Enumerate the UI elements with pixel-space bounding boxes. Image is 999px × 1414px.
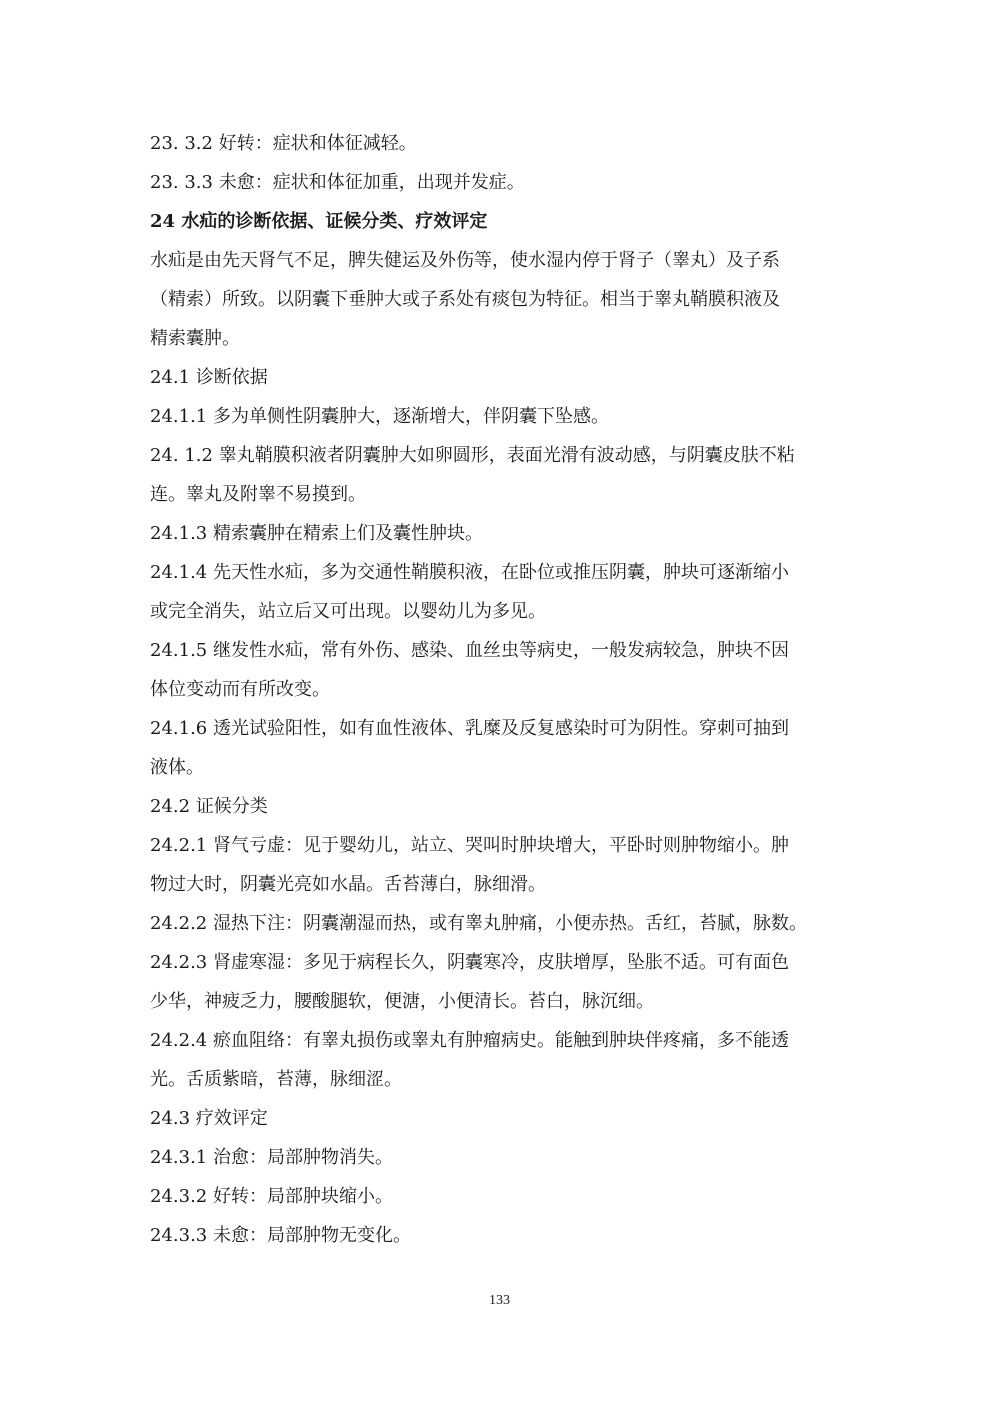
text-line: 24.1.1 多为单侧性阴囊肿大，逐渐增大，伴阴囊下坠感。 [150,406,609,427]
subsection-heading: 24.3 疗效评定 [150,1108,268,1129]
document-body [150,124,850,1255]
text-line: 24.2.4 瘀血阻络：有睾丸损伤或睾丸有肿瘤病史。能触到肿块伴疼痛，多不能透 [150,1030,789,1051]
subsection-heading: 24.1 诊断依据 [150,367,268,388]
section-heading: 24 水疝的诊断依据、证候分类、疗效评定 [150,211,488,232]
text-line: 24.2.3 肾虚寒湿：多见于病程长久，阴囊寒冷，皮肤增厚，坠胀不适。可有面色 [150,952,789,973]
text-line: 物过大时，阴囊光亮如水晶。舌苔薄白，脉细滑。 [150,874,546,895]
text-line: 24.2.1 肾气亏虚：见于婴幼儿，站立、哭叫时肿块增大，平卧时则肿物缩小。肿 [150,835,789,856]
text-line: 水疝是由先天肾气不足，脾失健运及外伤等，使水湿内停于肾子（睾丸）及子系 [150,250,780,271]
text-line: 23. 3.2 好转：症状和体征减轻。 [150,133,417,154]
text-line: 24.3.3 未愈：局部肿物无变化。 [150,1225,411,1246]
text-line: 液体。 [150,757,204,778]
text-line: 24.3.2 好转：局部肿块缩小。 [150,1186,393,1207]
text-line: 24. 1.2 睾丸鞘膜积液者阴囊肿大如卵圆形，表面光滑有波动感，与阴囊皮肤不粘 [150,445,795,466]
text-line: 24.1.4 先天性水疝，多为交通性鞘膜积液，在卧位或推压阴囊，肿块可逐渐缩小 [150,562,789,583]
text-line: 或完全消失，站立后又可出现。以婴幼儿为多见。 [150,601,546,622]
text-line: 体位变动而有所改变。 [150,679,330,700]
text-line: 24.1.6 透光试验阳性，如有血性液体、乳糜及反复感染时可为阴性。穿刺可抽到 [150,718,789,739]
text-line: 少华，神疲乏力，腰酸腿软，便溏，小便清长。苔白，脉沉细。 [150,991,654,1012]
text-line: 连。睾丸及附睾不易摸到。 [150,484,366,505]
text-line: 24.3.1 治愈：局部肿物消失。 [150,1147,393,1168]
page-number: 133 [489,1293,510,1308]
text-line: 精索囊肿。 [150,328,240,349]
text-line: 23. 3.3 未愈：症状和体征加重，出现并发症。 [150,172,525,193]
text-line: 24.2.2 湿热下注：阴囊潮湿而热，或有睾丸肿痛，小便赤热。舌红，苔腻，脉数。 [150,913,807,934]
text-line: 光。舌质紫暗，苔薄，脉细涩。 [150,1069,402,1090]
text-line: （精索）所致。以阴囊下垂肿大或子系处有痰包为特征。相当于睾丸鞘膜积液及 [150,289,780,310]
subsection-heading: 24.2 证候分类 [150,796,268,817]
text-line: 24.1.5 继发性水疝，常有外伤、感染、血丝虫等病史，一般发病较急，肿块不因 [150,640,789,661]
text-line: 24.1.3 精索囊肿在精索上们及囊性肿块。 [150,523,483,544]
